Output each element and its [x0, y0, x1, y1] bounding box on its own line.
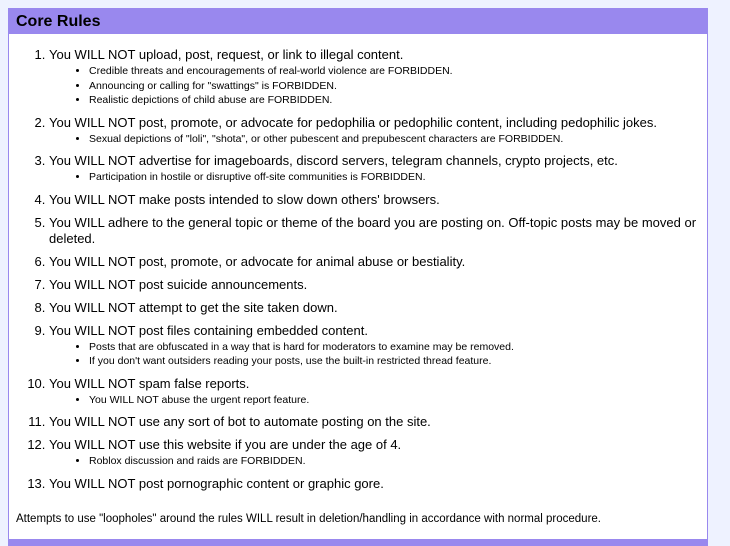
rule-item [49, 323, 699, 369]
rule-text: You WILL NOT use any sort of bot to automate posting on the site. [49, 414, 431, 429]
core-rules-panel [8, 8, 708, 545]
rule-subpoints [49, 132, 699, 147]
rule-text: You WILL NOT post, promote, or advocate for animal abuse or bestiality. [49, 253, 466, 269]
rule-item [49, 115, 699, 147]
rule-text: You WILL NOT upload, post, request, or link to illegal content. [49, 47, 404, 62]
rule-text: You WILL NOT advertise for imageboards, discord servers, telegram channels, crypto projects, etc. [49, 153, 618, 168]
rule-subpoints [49, 393, 699, 408]
rule-subpoint: • Announcing or calling for "swattings" is FORBIDDEN. [89, 79, 699, 94]
rule-item [49, 153, 699, 185]
rule-subpoint: • Roblox discussion and raids are FORBIDDEN. [89, 454, 699, 469]
rule-item [49, 414, 699, 430]
rule-subpoint: • Credible threats and encouragements of real-world violence are FORBIDDEN. [89, 64, 699, 79]
rule-subpoints [49, 340, 699, 369]
rule-item [49, 192, 699, 208]
rule-text: You WILL NOT spam false reports. [49, 375, 250, 391]
rule-subpoints [49, 454, 699, 469]
rule-item [49, 215, 699, 247]
rule-item [49, 277, 699, 293]
rule-text: You WILL NOT post suicide announcements. [49, 276, 308, 292]
rule-item [49, 376, 699, 408]
rule-item [49, 47, 699, 108]
rule-text: You WILL NOT use this website if you are under the age of 4. [49, 437, 402, 452]
rule-subpoints [49, 170, 699, 185]
rule-subpoint: • Realistic depictions of child abuse are FORBIDDEN. [89, 93, 699, 108]
panel-title: Core Rules [16, 13, 101, 30]
rule-text: You WILL NOT make posts intended to slow down others' browsers. [49, 191, 440, 207]
rule-item [49, 254, 699, 270]
rule-subpoint: • You WILL NOT abuse the urgent report feature. [89, 393, 699, 408]
rule-text: You WILL NOT post files containing embedded content. [49, 322, 368, 338]
rule-subpoint: • Participation in hostile or disruptive off-site communities is FORBIDDEN. [89, 170, 699, 185]
rules-list [9, 47, 699, 499]
rule-item [49, 476, 699, 492]
rule-subpoint: • Sexual depictions of "loli", "shota", or other pubescent and prepubescent characters are FORBIDDEN. [89, 132, 699, 147]
rule-subpoint: • If you don't want outsiders reading your posts, use the built-in restricted thread feature. [89, 354, 699, 369]
rule-text: You WILL NOT post, promote, or advocate for pedophilia or pedophilic content, including pedophilic jokes. [49, 114, 657, 130]
loopholes-note: Attempts to use "loopholes" around the rules WILL result in deletion/handling in accordance with normal procedure. [16, 513, 601, 525]
rule-text: You WILL NOT attempt to get the site taken down. [49, 299, 338, 315]
rule-text: You WILL NOT post pornographic content or graphic gore. [49, 475, 384, 491]
rule-item [49, 300, 699, 316]
rule-text: You WILL adhere to the general topic or theme of the board you are posting on. Off-topic posts may be moved or deleted. [49, 214, 697, 246]
panel-header [9, 9, 707, 34]
rule-subpoint: • Posts that are obfuscated in a way that is hard for moderators to examine may be removed. [89, 340, 699, 355]
rule-subpoints [49, 64, 699, 108]
rule-item [49, 437, 699, 469]
